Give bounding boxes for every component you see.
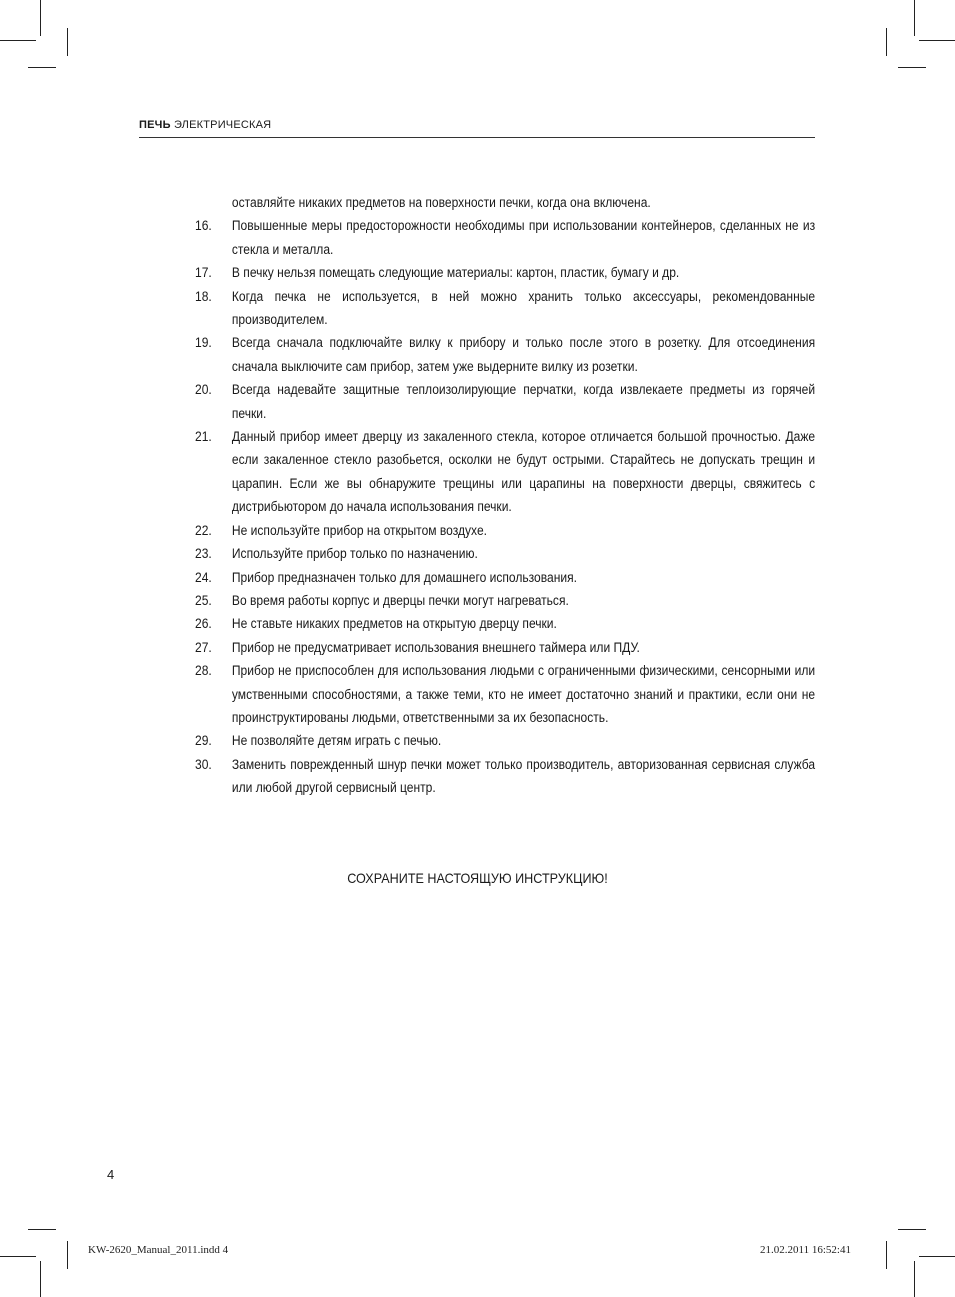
- item-text: Прибор не предусматривает использования внешнего таймера или ПДУ.: [231, 639, 640, 655]
- running-header: [139, 119, 271, 131]
- list-item: [195, 729, 815, 752]
- header-rule: [139, 137, 815, 138]
- crop-mark: [40, 1261, 41, 1297]
- list-item: [195, 378, 815, 425]
- item-number: 21.: [195, 429, 212, 445]
- list-item: [195, 425, 815, 519]
- item-number: 28.: [195, 663, 212, 679]
- safety-list: [195, 191, 815, 800]
- crop-mark: [898, 1229, 926, 1230]
- list-item: [195, 214, 815, 261]
- list-item: [195, 636, 815, 659]
- slug-file: KW-2620_Manual_2011.indd 4: [88, 1244, 229, 1256]
- item-text: Не позволяйте детям играть с печью.: [231, 733, 442, 749]
- item-text: Не используйте прибор на открытом воздухе.: [231, 522, 488, 538]
- item-number: 20.: [195, 382, 212, 398]
- crop-mark: [0, 1256, 36, 1257]
- list-items: [195, 214, 815, 799]
- item-number: 26.: [195, 616, 212, 632]
- item-number: 24.: [195, 569, 212, 585]
- item-number: 25.: [195, 592, 212, 608]
- list-item: [195, 542, 815, 565]
- list-item: [195, 285, 815, 332]
- item-number: 27.: [195, 639, 212, 655]
- crop-mark: [914, 0, 915, 36]
- item-number: 29.: [195, 733, 212, 749]
- crop-mark: [914, 1261, 915, 1297]
- item-number: 19.: [195, 335, 212, 351]
- list-item: [195, 261, 815, 284]
- item-number: 23.: [195, 546, 212, 562]
- crop-mark: [919, 1256, 955, 1257]
- item-number: 16.: [195, 218, 212, 234]
- item-text: В печку нельзя помещать следующие материалы: картон, пластик, бумагу и др.: [231, 265, 680, 281]
- page-number: 4: [107, 1167, 115, 1182]
- crop-mark: [28, 67, 56, 68]
- list-item: [195, 589, 815, 612]
- list-item: [195, 659, 815, 729]
- crop-mark: [67, 28, 68, 56]
- list-item: [195, 753, 815, 800]
- item-text: Прибор предназначен только для домашнего использования.: [231, 569, 577, 585]
- crop-mark: [28, 1229, 56, 1230]
- item-text: Всегда надевайте защитные теплоизолирующие перчатки, когда извлекаете предметы из горячей печки.: [231, 382, 816, 421]
- item-text: Заменить поврежденный шнур печки может только производитель, авторизованная сервисная служба или любой другой сервисный центр.: [231, 756, 816, 796]
- crop-mark: [40, 0, 41, 36]
- list-item: [195, 331, 815, 378]
- continuation-text: оставляйте никаких предметов на поверхности печки, когда она включена.: [231, 195, 651, 210]
- item-text: Повышенные меры предосторожности необходимы при использовании контейнеров, сделанных не из стекла и металла.: [231, 218, 816, 257]
- crop-mark: [886, 28, 887, 56]
- crop-mark: [0, 40, 36, 41]
- crop-mark: [919, 40, 955, 41]
- item-text: Всегда сначала подключайте вилку к прибору и только после этого в розетку. Для отсоединения сначала выключите сам прибор, затем уже выдерните вилку из розетки.: [231, 335, 816, 374]
- list-item: [195, 566, 815, 589]
- item-text: Используйте прибор только по назначению.: [231, 546, 478, 562]
- item-text: Когда печка не используется, в ней можно хранить только аксессуары, рекомендованные производителем.: [231, 288, 816, 328]
- item-text: Прибор не приспособлен для использования людьми с ограниченными физическими, сенсорными или умственными способностями, а также теми, кто не имеет достаточно знаний и практики, если они не проинструктированы людьми, ответственными за их безопасность.: [231, 663, 816, 725]
- item-number: 17.: [195, 265, 212, 281]
- item-number: 18.: [195, 288, 212, 304]
- header-bold: ПЕЧЬ: [139, 119, 171, 131]
- item-text: Данный прибор имеет дверцу из закаленного стекла, которое отличается большой прочностью. Даже если закаленное стекло разобьется, осколки не будут острыми. Старайтесь не допускать трещин и царапин. Если же вы обнаружите трещины или царапины на поверхности дверцы, свяжитесь с дистрибьютором до начала использования печки.: [231, 429, 816, 515]
- crop-mark: [886, 1241, 887, 1269]
- crop-mark: [898, 67, 926, 68]
- header-normal: ЭЛЕКТРИЧЕСКАЯ: [170, 119, 272, 131]
- item-text: Не ставьте никаких предметов на открытую дверцу печки.: [231, 616, 557, 632]
- item-number: 22.: [195, 522, 212, 538]
- crop-mark: [67, 1241, 68, 1269]
- list-item: [195, 519, 815, 542]
- slug-date: 21.02.2011 16:52:41: [760, 1244, 851, 1256]
- item-number: 30.: [195, 756, 212, 772]
- save-instructions-note: СОХРАНИТЕ НАСТОЯЩУЮ ИНСТРУКЦИЮ!: [347, 870, 608, 886]
- list-item: [195, 612, 815, 635]
- item-text: Во время работы корпус и дверцы печки могут нагреваться.: [231, 592, 569, 608]
